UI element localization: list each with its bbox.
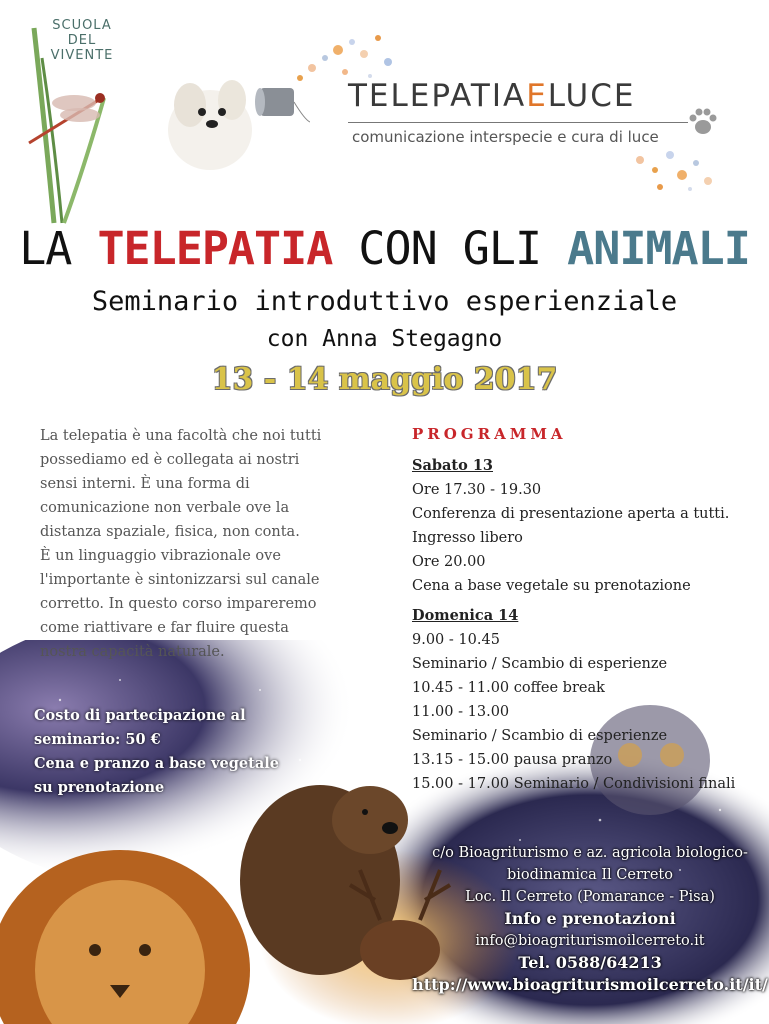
email-link[interactable]: info@bioagriturismoilcerreto.it [475, 933, 705, 949]
program-line: Cena a base vegetale su prenotazione [412, 578, 691, 594]
program-line: 9.00 - 10.45 [412, 632, 500, 648]
headline: LA TELEPATIA CON GLI ANIMALI [19, 222, 750, 275]
program-line: 15.00 - 17.00 Seminario / Condivisioni finali [412, 776, 736, 792]
phone-number[interactable]: Tel. 0588/64213 [518, 953, 662, 972]
program-line: Seminario / Scambio di esperienze [412, 728, 668, 744]
seminar-subtitle: Seminario introduttivo esperienziale [91, 286, 678, 317]
info-title: Info e prenotazioni [504, 909, 676, 928]
school-logo-text: SCUOLA DEL VIVENTE [50, 18, 114, 63]
dog-with-tin-can-icon [160, 60, 310, 180]
intro-paragraph: La telepatia è una facoltà che noi tutti possediamo ed è collegata ai nostri sensi interni. È una forma di comunicazione non verbale ove la distanza spaziale, fisica, non conta. È un linguaggio vibrazionale ove l'importante è sintonizzarsi sul canale corretto. In questo corso impareremo come riattivare e far fluire questa nostra capacità naturale. [40, 428, 322, 660]
program-heading: PROGRAMMA [412, 425, 567, 443]
program-day-title: Domenica 14 [412, 607, 519, 624]
venue-line: biodinamica Il Cerreto [507, 867, 673, 883]
program-line: Ore 17.30 - 19.30 [412, 482, 542, 498]
brand-underline [348, 122, 688, 123]
event-dates: 13 - 14 maggio 2017 [211, 362, 558, 397]
program-line: Ingresso libero [412, 530, 523, 546]
brand-subtitle: comunicazione interspecie e cura di luce [352, 128, 659, 146]
program-schedule [412, 454, 735, 796]
program-line: 13.15 - 15.00 pausa pranzo [412, 752, 613, 768]
program-line: Conferenza di presentazione aperta a tutti. [412, 506, 730, 522]
venue-info [410, 842, 769, 996]
venue-line: c/o Bioagriturismo e az. agricola biologico- [432, 845, 748, 861]
program-line: Seminario / Scambio di esperienze [412, 656, 668, 672]
venue-line: Loc. Il Cerreto (Pomarance - Pisa) [465, 889, 715, 905]
presenter-name: con Anna Stegagno [266, 326, 503, 352]
website-link[interactable]: http://www.bioagriturismoilcerreto.it/it/ [412, 975, 768, 994]
brand-title: TELEPATIAELUCE [348, 78, 636, 114]
cost-info: Costo di partecipazione al seminario: 50 € Cena e pranzo a base vegetale su prenotazione [34, 707, 279, 796]
decorative-dots-icon [630, 145, 720, 195]
program-line: 11.00 - 13.00 [412, 704, 510, 720]
program-line: 10.45 - 11.00 coffee break [412, 680, 605, 696]
paw-icon [686, 104, 720, 138]
program-line: Ore 20.00 [412, 554, 486, 570]
program-day-title: Sabato 13 [412, 457, 493, 474]
